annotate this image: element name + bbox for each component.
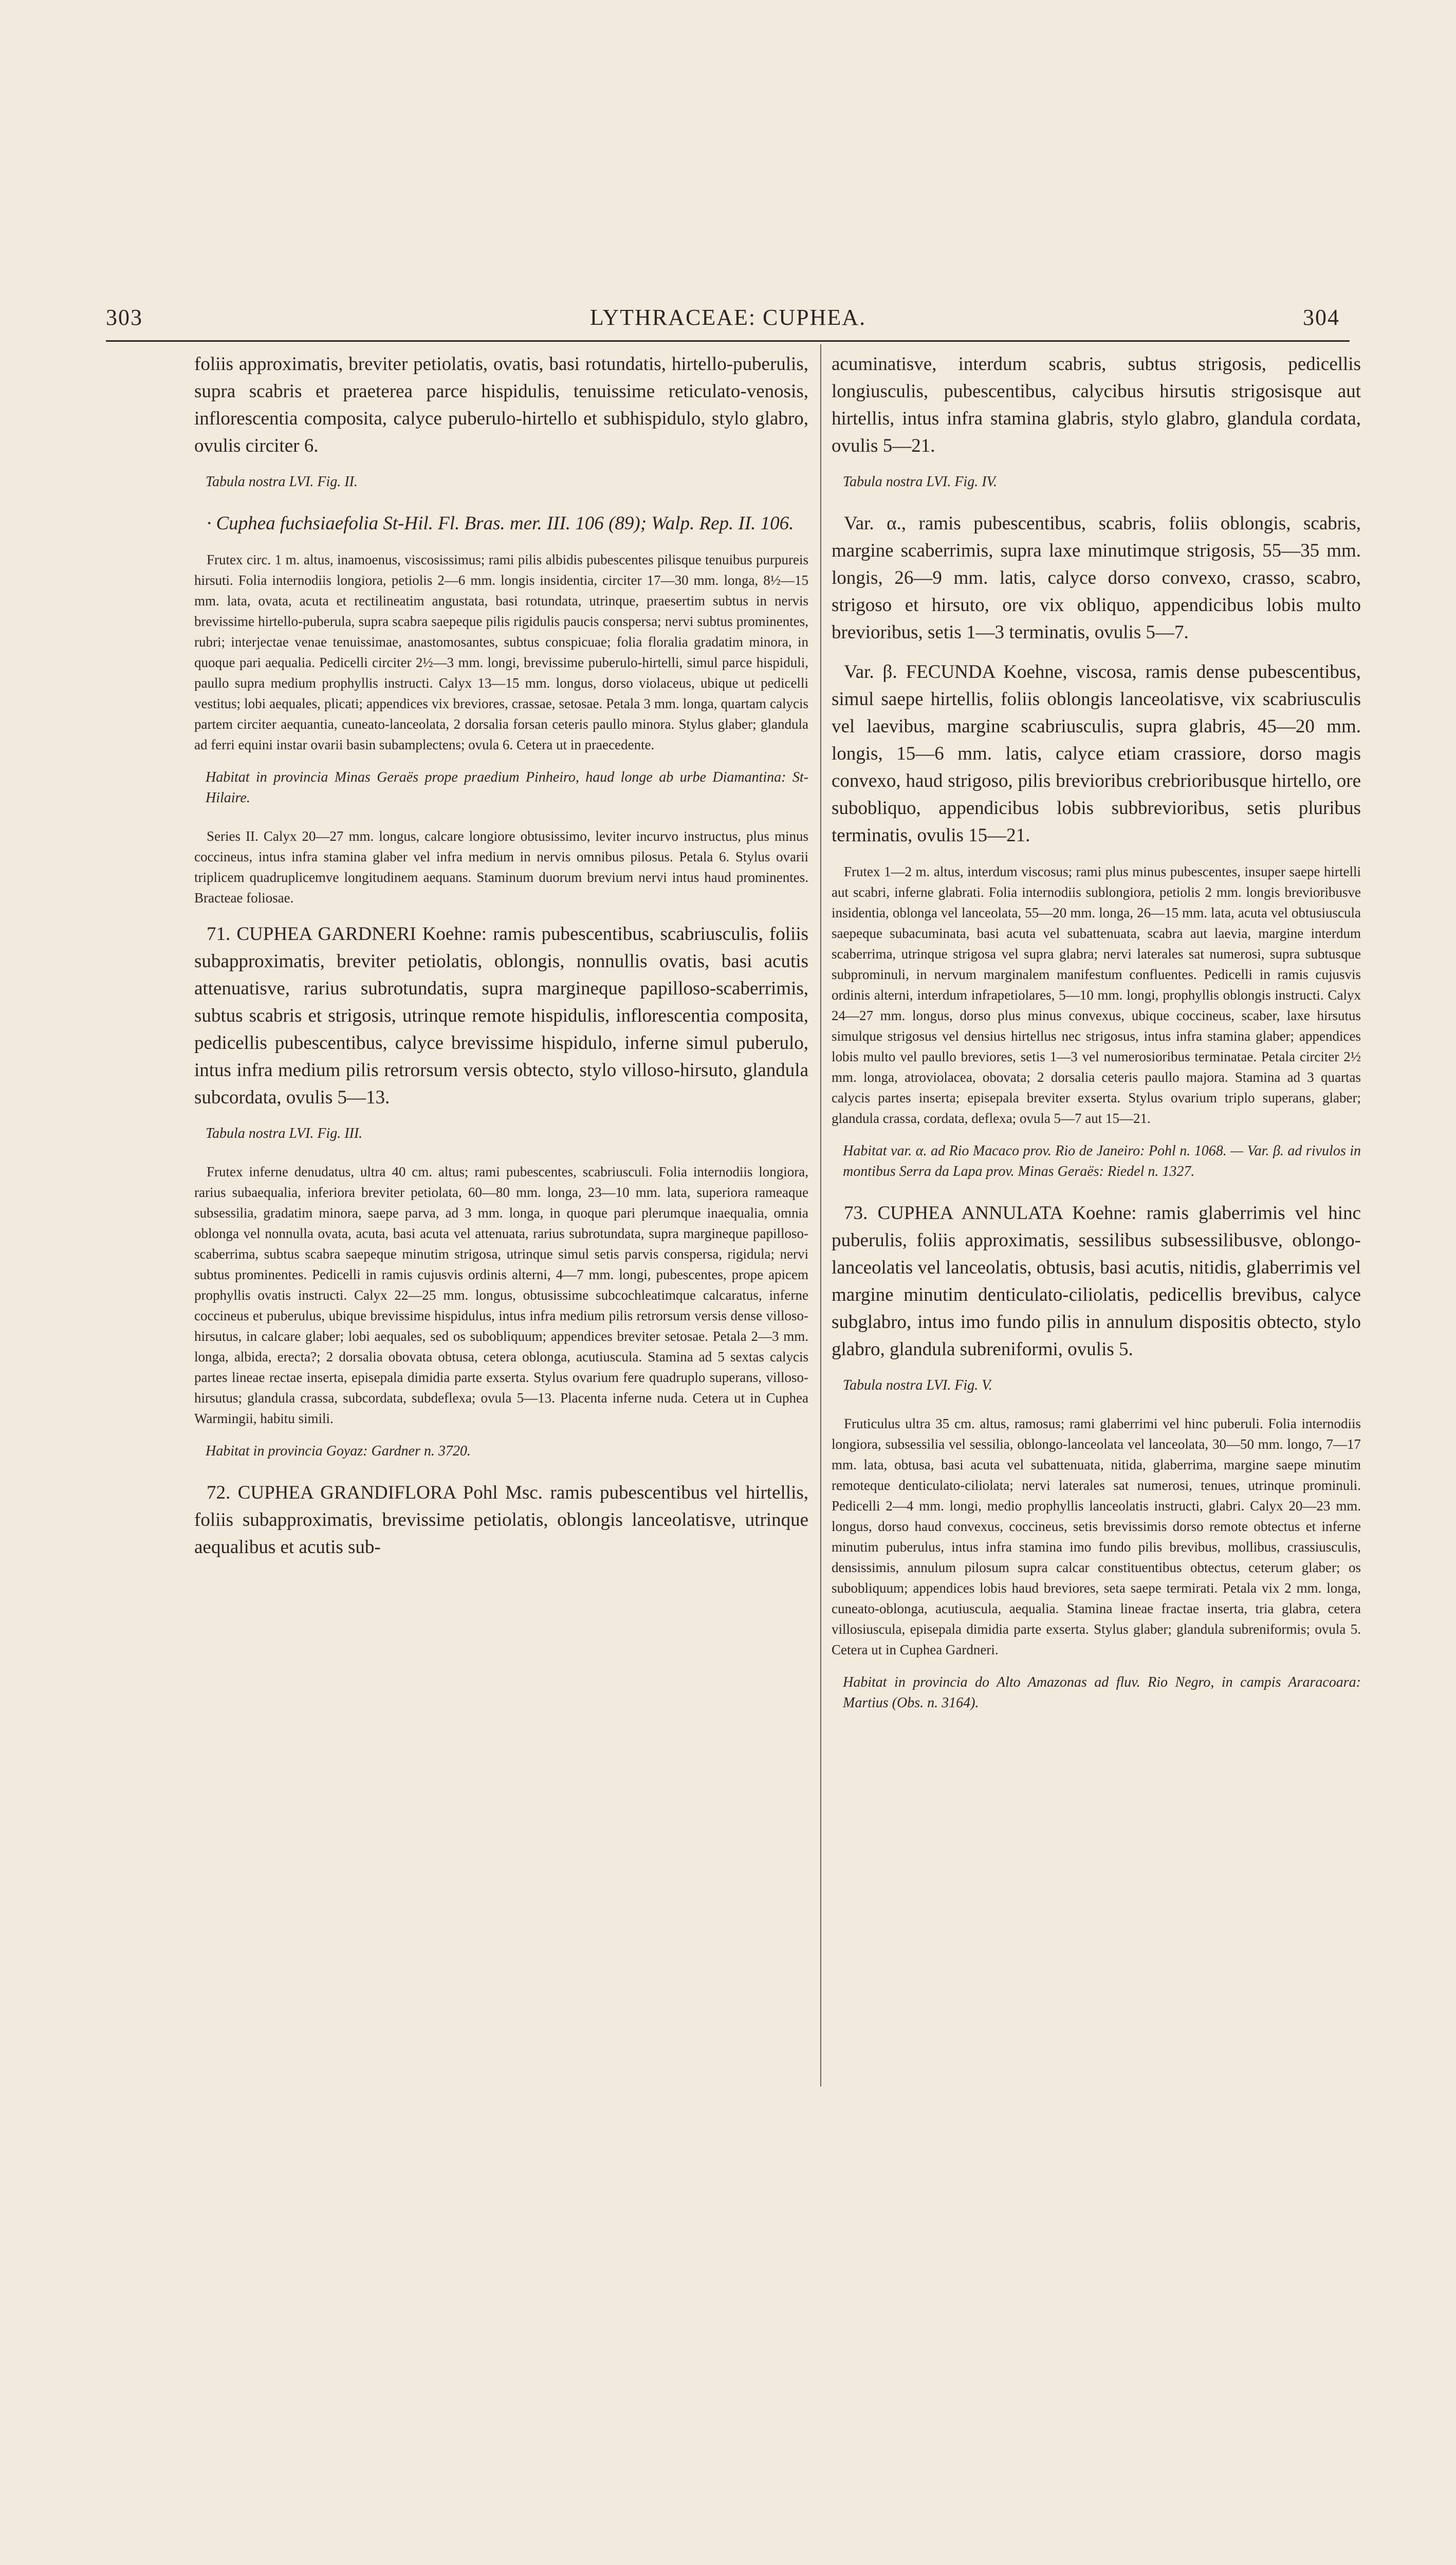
left-page-number: 303 — [106, 305, 143, 330]
right-page-number: 304 — [1303, 305, 1340, 330]
header-rule — [106, 340, 1350, 342]
species-72-diagnosis: 72. CUPHEA GRANDIFLORA Pohl Msc. ramis pubescentibus vel hirtellis, foliis subapproximatis, brevissime petiolatis, oblongis lanceolatisve, utrinque aequalibus et acutis sub- — [194, 1482, 808, 1558]
figure-reference: Tabula nostra LVI. Fig. II. — [206, 474, 358, 490]
synonymy: · Cuphea fuchsiaefolia St-Hil. Fl. Bras. mer. III. 106 (89); Walp. Rep. II. 106. — [207, 513, 794, 534]
figure-reference: Tabula nostra LVI. Fig. IV. — [843, 474, 998, 490]
species-73-diagnosis: 73. CUPHEA ANNULATA Koehne: ramis glaberrimis vel hinc puberulis, foliis approximatis, sessilibus subsessilibusve, oblongo-lanceolatis vel lanceolatis, obtusis, basi acutis, nitidis, glaberrimis vel margine minutim denticulato-ciliolatis, pedicellis brevibus, calyce subglabro, intus imo fundo pilis in annulum dispositis obtecto, stylo glabro, glandula subreniformi, ovulis 5. — [832, 1203, 1361, 1360]
figure-reference: Tabula nostra LVI. Fig. V. — [843, 1377, 992, 1393]
species-description: Fruticulus ultra 35 cm. altus, ramosus; rami glaberrimi vel hinc puberuli. Folia internodiis longiora, subsessilia vel sessilia, oblongo-lanceolata vel lanceolata, 30—50 mm. longo, 7—17 mm. lata, obtusa, basi acuta vel subattenuata, nitida, glaberrima, margine saepe minutim remoteque denticulato-ciliolata; nervi laterales sat numerosi, tenues, utrinque prominuli. Pedicelli 2—4 mm. longi, medio prophyllis lanceolatis instructi, glabri. Calyx 20—23 mm. longus, dorso haud convexus, coccineus, setis brevissimis dorso remote obtectus et inferne minutim puberulus, intus infra stamina imo fundo pilis brevibus, mollibus, crassiusculis, densissimis, annulum pilosum supra calcar constituentibus obtectus, ceterum glaber; os subobliquum; appendices lobis haud breviores, seta saepe termirati. Petala vix 2 mm. longa, cuneato-oblonga, acutiuscula, aequalia. Stamina lineae fractae inserta, tria glabra, cetera villosiuscula, episepala dimidia parte exserta. Stylus glaber; glandula subreniformis; ovula 5. Cetera ut in Cuphea Gardneri. — [832, 1416, 1361, 1657]
habitat-note: Habitat in provincia do Alto Amazonas ad fluv. Rio Negro, in campis Araracoara: Martius (Obs. n. 3164). — [843, 1674, 1361, 1711]
habitat-note: Habitat in provincia Goyaz: Gardner n. 3720. — [206, 1443, 471, 1459]
column-divider — [820, 344, 821, 2087]
variety-alpha: Var. α., ramis pubescentibus, scabris, foliis oblongis, scabris, margine scaberrimis, supra laxe minutimque strigosis, 55—35 mm. longis, 26—9 mm. latis, calyce dorso convexo, crasso, scabro, strigoso et hirsuto, ore vix obliquo, appendicibus lobis multo brevioribus, setis 1—3 terminatis, ovulis 5—7. — [832, 513, 1361, 643]
species-71-diagnosis: 71. CUPHEA GARDNERI Koehne: ramis pubescentibus, scabriusculis, foliis subapproximatis, breviter petiolatis, oblongis, nonnullis ovatis, basi acutis attenuatisve, rarius subrotundatis, supra margineque papilloso-scaberrimis, subtus scabris et strigosis, utrinque remote hispidulis, inflorescentia composita, pedicellis pubescentibus, calyce brevissime hispidulo, inferne simul puberulo, intus infra medium pilis retrorsum versis obtecto, stylo villoso-hirsuto, glandula subcordata, ovulis 5—13. — [194, 924, 808, 1108]
species-diagnosis-continued: foliis approximatis, breviter petiolatis, ovatis, basi rotundatis, hirtello-puberulis, supra scabris et praeterea parce hispidulis, tenuissime reticulato-venosis, inflorescentia composita, calyce puberulo-hirtello et subhispidulo, stylo glabro, ovulis circiter 6. — [194, 354, 808, 456]
right-column — [832, 350, 1361, 1731]
figure-reference: Tabula nostra LVI. Fig. III. — [206, 1125, 363, 1141]
left-column — [194, 350, 808, 1573]
species-description: Frutex inferne denudatus, ultra 40 cm. altus; rami pubescentes, scabriusculi. Folia internodiis longiora, rarius subaequalia, inferiora breviter petiolata, 60—80 mm. longa, 23—10 mm. lata, superiora rameaque subsessilia, gradatim minora, saepe parva, ad 3 mm. longa, in quoque pari plerumque inaequalia, omnia oblonga vel nonnulla ovata, acuta, basi acuta vel attenuata, rarius subrotundata, supra margineque papilloso-scaberrima, subtus scabra saepeque minutim strigosa, utrinque simul setis parvis conspersa, rigidula; nervi subtus prominentes. Pedicelli in ramis cujusvis ordinis alterni, 4—7 mm. longi, pubescentes, prope apicem prophyllis ovatis instructi. Calyx 22—25 mm. longus, obtusissime subcochleatimque calcaratus, inferne coccineus et puberulus, ubique brevissime hispidulus, intus infra medium pilis retrorsum versis dense villoso-hirsutus, in calcare glaber; lobi aequales, sed os subobliquum; appendices breviter setosae. Petala 2—3 mm. longa, albida, erecta?; 2 dorsalia obovata obtusa, cetera oblonga, acutiuscula. Stamina ad 5 sextas calycis partes lineae rectae inserta, episepala dimidia parte exserta. Stylus ovarium fere quadruplo superans, villoso-hirsutus; glandula crassa, subcordata, subdeflexa; ovula 5—13. Placenta inferne nuda. Cetera ut in Cuphea Warmingii, habitu simili. — [194, 1164, 808, 1426]
series-description: Series II. Calyx 20—27 mm. longus, calcare longiore obtusissimo, leviter incurvo instructus, plus minus coccineus, intus infra stamina glaber vel infra medium in nervis omnibus pilosus. Petala 6. Stylus ovarii triplicem quadruplicemve longitudinem aequans. Staminum duorum brevium nervi intus haud prominentes. Bracteae foliosae. — [194, 828, 808, 906]
species-description: Frutex circ. 1 m. altus, inamoenus, viscosissimus; rami pilis albidis pubescentes pilisque tenuibus purpureis hirsuti. Folia internodiis longiora, petiolis 2—6 mm. longis insidentia, circiter 17—30 mm. longa, 8½—15 mm. lata, ovata, acuta et rectilineatim angustata, basi rotundata, utrinque, praesertim subtus in nervis brevissime hirtello-puberula, supra scabra saepeque pilis rigidulis paucis conspersa; nervi subtus prominentes, rubri; interjectae venae tenuissimae, anastomosantes, subtus conspicuae; folia floralia gradatim minora, in quoque pari aequalia. Pedicelli circiter 2½—3 mm. longi, brevissime puberulo-hirtelli, simul parce hispiduli, paullo supra medium prophyllis instructi. Calyx 13—15 mm. longus, dorso violaceus, ubique ut pedicelli vestitus; lobi aequales, plicati; appendices vix breviores, crassae, setosae. Petala 3 mm. longa, quartam calycis partem circiter aequantia, cuneato-lanceolata, 2 dorsalia forsan ceteris paullo minora. Stylus glaber; glandula ad ferri equini instar ovarii basin subamplectens; ovula 6. Cetera ut in praecedente. — [194, 552, 808, 752]
running-title: LYTHRACEAE: CUPHEA. — [589, 305, 867, 330]
running-head — [0, 304, 1456, 335]
species-diagnosis-continued: acuminatisve, interdum scabris, subtus strigosis, pedicellis longiusculis, pubescentibus, calycibus hirsutis strigosisque aut hirtellis, intus infra stamina glabris, stylo glabro, glandula cordata, ovulis 5—21. — [832, 354, 1361, 456]
species-description: Frutex 1—2 m. altus, interdum viscosus; rami plus minus pubescentes, insuper saepe hirtelli aut scabri, inferne glabrati. Folia internodiis sublongiora, petiolis 2 mm. longis brevioribusve insidentia, oblonga vel lanceolata, 55—20 mm. longa, 26—15 mm. lata, acuta vel obtusiuscula saepeque subacuminata, basi acuta vel subattenuata, scabra aut laevia, margine interdum scaberrima, utrinque strigosa vel supra glabra; nervi laterales sat numerosi, supra subtusque subprominuli, in nervum marginalem manifestum confluentes. Pedicelli in ramis cujusvis ordinis alterni, interdum infrapetiolares, 5—10 mm. longi, prophyllis oblongis instructi. Calyx 24—27 mm. longus, dorso plus minus convexus, ubique coccineus, scaber, laxe hirsutus simulque strigosus vel densius hirtellus nec strigosus, intus infra stamina glaber; appendices lobis multo vel paullo breviores, setis 1—3 vel numerosioribus terminatae. Petala circiter 2½ mm. longa, atroviolacea, obovata; 2 dorsalia ceteris paullo majora. Stamina ad 3 quartas calycis partes inserta; episepala breviter exserta. Stylus ovarium triplo superans, glaber; glandula crassa, cordata, deflexa; ovula 5—7 aut 15—21. — [832, 864, 1361, 1126]
habitat-note: Habitat in provincia Minas Geraës prope praedium Pinheiro, haud longe ab urbe Diamantina: St-Hilaire. — [206, 769, 808, 806]
variety-beta: Var. β. FECUNDA Koehne, viscosa, ramis dense pubescentibus, simul saepe hirtellis, foliis oblongis lanceolatisve, vix scabriusculis vel laevibus, margine scabriusculis, supra glabris, 45—20 mm. longis, 15—6 mm. latis, calyce etiam crassiore, dorso magis convexo, haud strigoso, pilis brevioribus crebrioribusque hirtello, ore subobliquo, appendicibus lobis subbrevioribus, setis pluribus terminatis, ovulis 15—21. — [832, 661, 1361, 846]
habitat-note: Habitat var. α. ad Rio Macaco prov. Rio de Janeiro: Pohl n. 1068. — Var. β. ad rivulos in montibus Serra da Lapa prov. Minas Geraës: Riedel n. 1327. — [843, 1143, 1361, 1179]
